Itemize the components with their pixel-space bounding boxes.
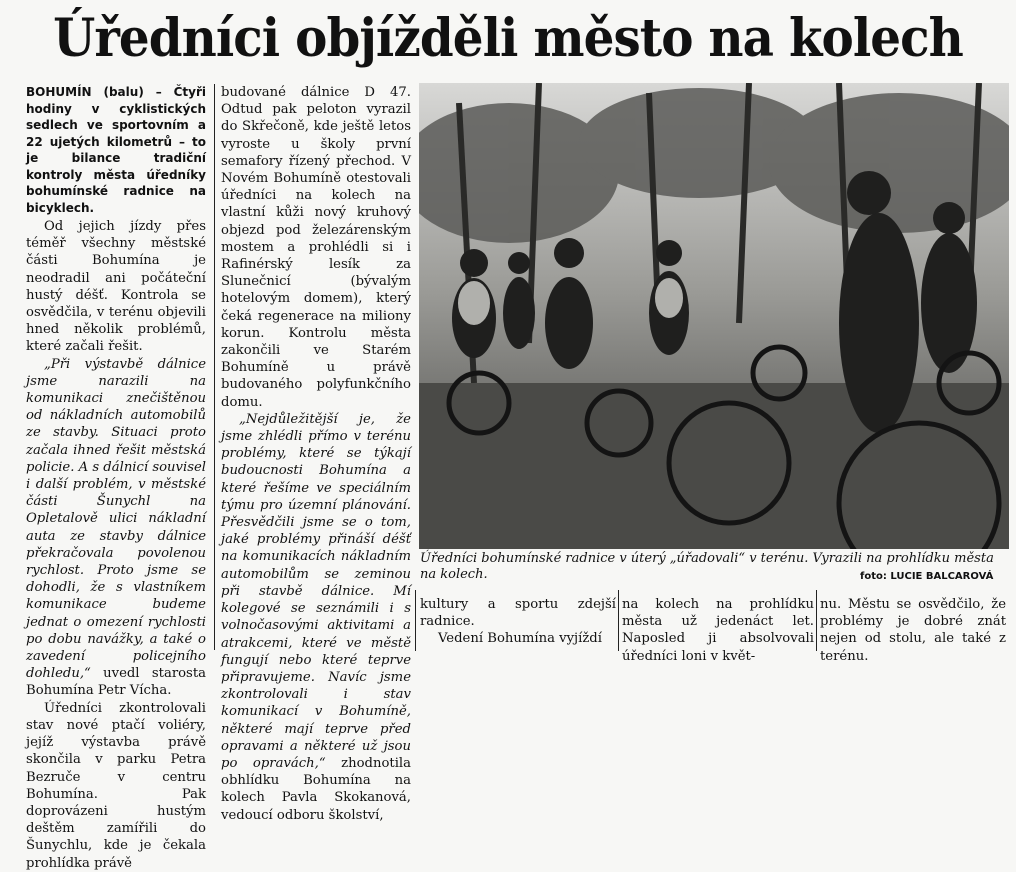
cyclists-in-forest-photo [419, 83, 1009, 549]
news-photo [419, 83, 1009, 549]
paragraph: budované dálnice D 47. Odtud pak peloton vyrazil do Skřečoně, kde ještě letos vyroste u školy první semafory řízený přechod. V Novém Bohumíně otestovali úředníci na kolech na vlastní kůži nový kruhový objezd pod železárenským mostem a prohlédli si i Rafinérský lesík za Slunečnicí (bývalým hotelovým domem), který čeká regenerace na miliony korun. Kontrolu města zakončili ve Starém Bohumíně u právě budovaného polyfunkčního domu. [221, 85, 411, 410]
headline: Úředníci objížděli město na kolech [53, 8, 963, 69]
article-column-2 [221, 84, 411, 824]
photo-caption: Úředníci bohumínské radnice v úterý „úřadovali“ v terénu. Vyrazili na prohlídku města na kolech. [420, 551, 994, 582]
paragraph: Vedení Bohumína vyjíždí [438, 631, 602, 647]
paragraph: Od jejich jízdy přes téměř všechny městské části Bohumína je neodradil ani počáteční hustý déšť. Kontrola se osvědčila, v terénu objevili hned několik problémů, které začali řešit. [26, 219, 206, 355]
article-column-4 [622, 596, 814, 665]
article-column-3 [420, 596, 616, 648]
article-column-5 [820, 596, 1006, 665]
column-divider [618, 590, 619, 651]
column-divider [214, 84, 215, 650]
quote-attribution: uvedl starosta Bohumína Petr Vícha. [26, 666, 206, 699]
column-divider [816, 590, 817, 651]
column-divider [415, 590, 416, 651]
quote-paragraph [26, 356, 206, 700]
paragraph: nu. Městu se osvědčilo, že problémy je dobré znát nejen od stolu, ale také z terénu. [820, 597, 1006, 664]
quote-paragraph [221, 411, 411, 824]
quote-attribution: zhodnotila obhlídku Bohumína na kolech Pavla Skokanová, vedoucí odboru školství, [221, 755, 412, 823]
paragraph: kultury a sportu zdejší radnice. [420, 597, 616, 630]
paragraph: na kolech na prohlídku města už jedenáct let. Naposled ji absolvovali úředníci loni v květ- [622, 597, 814, 664]
photo-credit: foto: LUCIE BALCAROVÁ [860, 571, 994, 582]
article-column-1 [26, 84, 206, 872]
quote-text: „Nejdůležitější je, že jsme zhlédli přímo v terénu problémy, které se týkají budoucnosti Bohumína a které řešíme ve speciálním týmu pro územní plánování. Přesvědčili jsme se o tom, jaké problémy přináší déšť na komunikacích nákladním automobilům se zeminou při stavbě dálnice. Mí kolegové se seznámili i s volnočasovými aktivitami a atrakcemi, které ve městě fungují nebo které teprve připravujeme. Navíc jsme zkontrolovali i stav komunikací v Bohumíně, některé mají teprve před opravami a některé už jsou po opravách,“ [221, 411, 411, 771]
lead-paragraph: BOHUMÍN (balu) – Čtyři hodiny v cyklistických sedlech ve sportovním a 22 ujetých kilometrů – to je bilance tradiční kontroly města úředníky bohumínské radnice na bicyklech. [26, 85, 206, 215]
quote-text: „Při výstavbě dálnice jsme narazili na komunikaci znečištěnou od nákladních automobilů ze stavby. Situaci proto začala ihned řešit městská policie. A s dálnicí souvisel i další problém, v městské části Šunychl na Opletalově ulici nákladní auta ze stavby dálnice překračovala povolenou rychlost. Proto jsme se dohodli, že s vlastníkem komunikace budeme jednat o omezení rychlosti po dobu navážky, a také o zavedení policejního dohledu,“ [26, 356, 206, 682]
paragraph: Úředníci zkontrolovali stav nové ptačí voliéry, jejíž výstavba právě skončila v parku Petra Bezruče v centru Bohumína. Pak doprovázeni hustým deštěm zamířili do Šunychlu, kde je čekala prohlídka právě [26, 700, 206, 871]
